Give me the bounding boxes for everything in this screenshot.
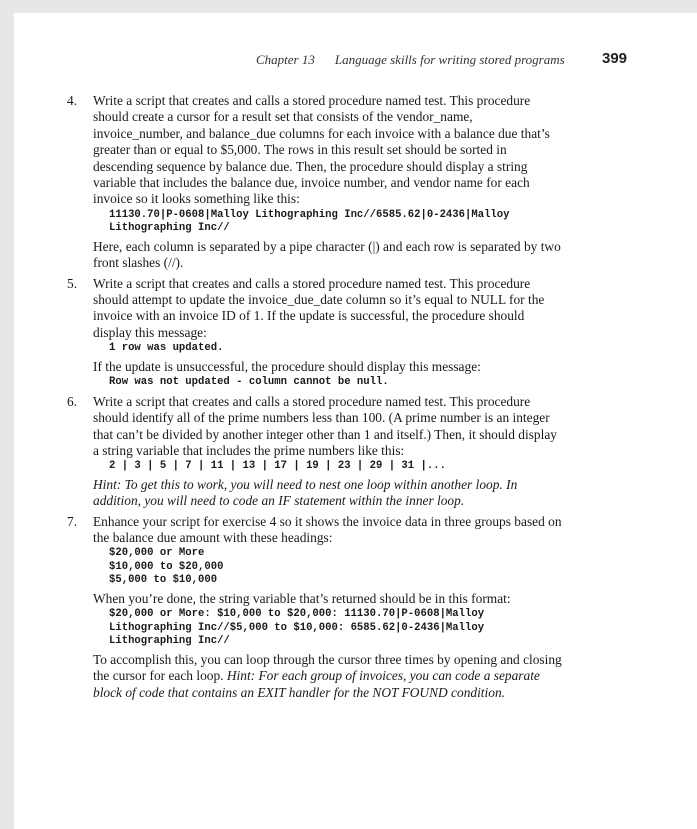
code-sample [109, 460, 564, 474]
hint-text: Hint: For each group of invoices, you can code a separate block of code that contains an EXIT handler for the NOT FOUND condition. [93, 668, 540, 700]
exercise-text: Write a script that creates and calls a stored procedure named test. This procedure should attempt to update the invoice_due_date column so it’s equal to NULL for the invoice with an invoice ID of 1. If the update is successful, the procedure should display this message: [93, 275, 545, 340]
exercise-number: 7. [67, 513, 78, 529]
exercise-number: 5. [67, 275, 78, 291]
code-line: $5,000 to $10,000 [109, 574, 218, 587]
page-number: 399 [602, 50, 628, 67]
code-line: 11130.70|P-0608|Malloy Lithographing Inc//6585.62|0-2436|Malloy [109, 208, 510, 221]
exercise-text: Write a script that creates and calls a stored procedure named test. This procedure should identify all of the prime numbers less than 100. (A prime number is an integer that can’t be divided by another integer other than 1 and itself.) Then, it should display a string variable that includes the prime numbers like this: [93, 393, 557, 458]
code-line: $20,000 or More: $10,000 to $20,000: 11130.70|P-0608|Malloy [109, 608, 485, 621]
page-header [14, 50, 697, 72]
code-line: Lithographing Inc// [109, 222, 230, 235]
code-line: 1 row was updated. [109, 342, 224, 355]
code-line: Lithographing Inc//$5,000 to $10,000: 6585.62|0-2436|Malloy [109, 621, 485, 634]
exercise-text: Enhance your script for exercise 4 so it shows the invoice data in three groups based on the balance due amount with these headings: [93, 513, 562, 546]
code-sample [109, 547, 564, 588]
exercise-text: Here, each column is separated by a pipe character (|) and each row is separated by two front slashes (//). [93, 238, 561, 271]
exercise-text: Write a script that creates and calls a stored procedure named test. This procedure should create a cursor for a result set that consists of the vendor_name, invoice_number, and balance_due columns for each invoice with a balance due that’s greater than or equal to $5,000. The rows in this result set should be sorted in descending sequence by balance due. Then, the procedure should display a string variable that includes the balance due, invoice number, and vendor name for each invoice so it looks something like this: [93, 93, 550, 207]
code-sample [109, 608, 564, 649]
exercise-number: 4. [67, 93, 78, 108]
code-sample [109, 342, 564, 356]
closing-text: To accomplish this, you can loop through the cursor three times by opening and closing the cursor for each loop. [93, 651, 562, 684]
exercise-text: When you’re done, the string variable that’s returned should be in this format: [93, 590, 511, 606]
chapter-title: Language skills for writing stored programs [334, 52, 565, 67]
chapter-label: Chapter 13 [256, 52, 315, 67]
book-page [14, 13, 697, 829]
code-line: Lithographing Inc// [109, 635, 230, 648]
code-line: Row was not updated - column cannot be null. [109, 376, 389, 389]
code-sample [109, 209, 564, 236]
code-line: $20,000 or More [109, 547, 205, 560]
exercise-text [93, 652, 564, 701]
code-line: 2 | 3 | 5 | 7 | 11 | 13 | 17 | 19 | 23 | 29 | 31 |... [109, 460, 446, 473]
exercise-number: 6. [67, 393, 78, 409]
code-line: $10,000 to $20,000 [109, 560, 224, 573]
code-sample [109, 376, 564, 390]
exercise-5 [64, 276, 564, 390]
exercise-text: If the update is unsuccessful, the procedure should display this message: [93, 358, 481, 374]
hint-text: Hint: To get this to work, you will need to nest one loop within another loop. In addition, you will need to code an IF statement within the inner loop. [93, 476, 518, 509]
running-head [256, 52, 565, 68]
exercise-6 [64, 394, 564, 510]
exercise-7 [64, 514, 564, 701]
exercise-list [64, 93, 564, 705]
exercise-4 [64, 93, 564, 272]
